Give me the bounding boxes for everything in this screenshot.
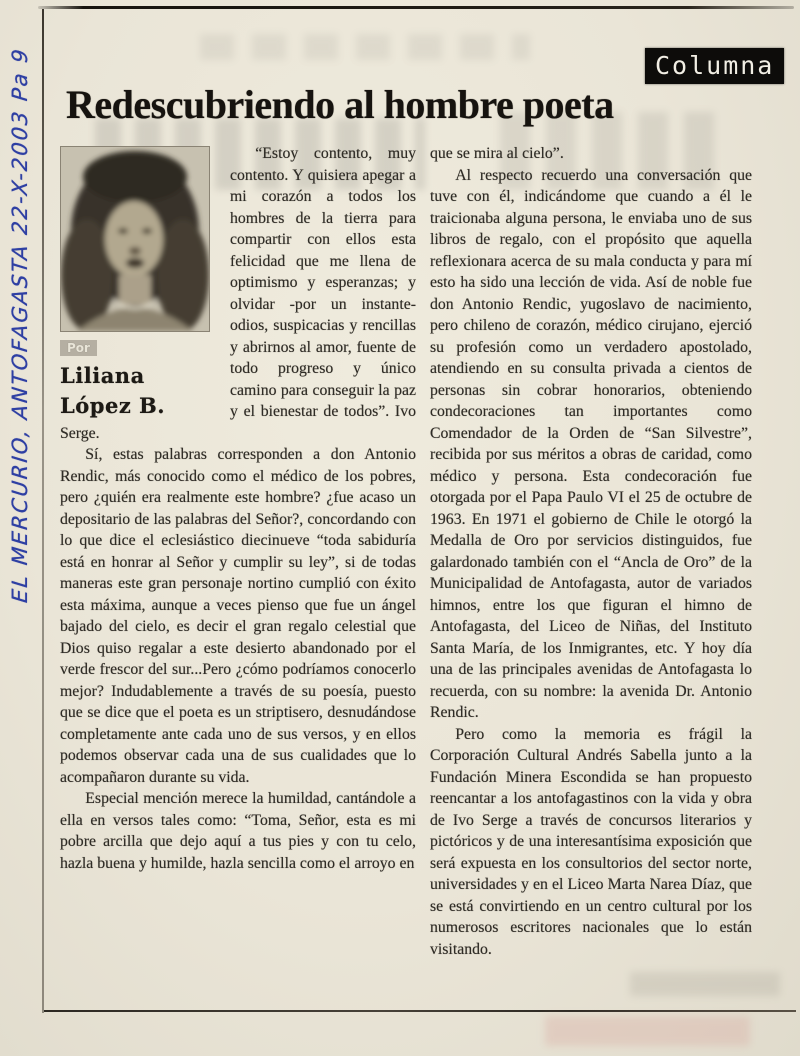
clipping-left-rule: [42, 9, 44, 1013]
byline-author-first: Liliana: [60, 362, 145, 388]
right-column: [430, 143, 752, 960]
opening-quote-paragraph: “Estoy contento, muy contento. Y quisiera apegar a mi corazón a todos los hombres de la tierra para compartir con ellos esta felicidad que me llena de optimismo y esperanzas; y olvidar -por un instante- odios, suspicacias y rencillas y abrirnos al amor, fuente de todo progreso y único camino para conseguir la paz y el bienestar de todos”. Ivo Serge.: [60, 145, 416, 442]
byline-author-last: López B.: [60, 392, 166, 418]
byline-prefix-badge: Por: [60, 340, 97, 356]
article-paragraph: Al respecto recuerdo una conversación que tuve con él, indicándome que cuando a él le traicionaba alguna persona, le enviaba uno de sus libros de regalo, con el propósito que aquella reflexionara acerca de su mala conducta y para mí esto ha sido una lección de vida. Así de noble fue don Antonio Rendic, yugoslavo de nacimiento, pero chileno de corazón, médico cirujano, ejerció su profesión como un verdadero apostolado, atendiendo en su consulta privada a cientos de personas sin cobrar honorarios, obteniendo condecoraciones tan importantes como Comendador de la Orden de “San Silvestre”, recibida por sus méritos a obras de caridad, como médico y persona. Esta condecoración fue otorgada por el Papa Paulo VI el 25 de octubre de 1963. En 1971 el gobierno de Chile le otorgó la Medalla de Oro por servicios distinguidos, fue galardonado también con el “Ancla de Oro” de la Municipalidad de Antofagasta, autor de variados himnos, entre los que figuran el himno de Antofagasta, del Liceo de Niñas, del Instituto Santa María, de los Inmigrantes, etc. Y hoy día una de las principales avenidas de Antofagasta lo recuerda, con su nombre: la avenida Dr. Antonio Rendic.: [430, 166, 752, 721]
article-paragraph: Sí, estas palabras corresponden a don Antonio Rendic, más conocido como el médico de los pobres, pero ¿quién era realmente este hombre? ¿fue acaso un depositario de las palabras del Señor?, concordando con lo que dice el eclesiástico diecinueve “toda sabiduría está en honrar al Señor y cumplir su ley”, si de todas maneras este gran personaje nortino cumplió con éxito esta máxima, aunque a veces pienso que fue un ángel bajado del cielo, es decir el gran regalo celestial que Dios quiso regalar a este desierto abandonado por el verde frescor del sur...Pero ¿cómo podríamos conocerlo mejor? Indudablemente a través de su poesía, puesto que se dice que el poeta es un striptisero, desnudándose completamente ante cada uno de sus versos, y en ellos podemos observar cada una de sus cualidades que lo acompañaron durante su vida.: [60, 446, 416, 786]
author-photo: [60, 146, 210, 332]
article-paragraph: Pero como la memoria es frágil la Corporación Cultural Andrés Sabella junto a la Fundación Minera Escondida se han propuesto reencantar a los antofagastinos con la vida y obra de Ivo Serge a través de concursos literarios y pictóricos y de una interesantísima exposición que será expuesta en los consultorios del sector norte, universidades y en el Liceo Marta Narea Díaz, que se está convirtiendo en un centro cultural por los numerosos escritores nacionales que lo están visitando.: [430, 725, 752, 958]
left-column: [60, 143, 416, 960]
article-body: [60, 143, 752, 960]
ink-bleed-artifact: [545, 1016, 750, 1046]
ink-bleed-artifact: [630, 972, 780, 996]
clipping-top-rule: [38, 6, 794, 9]
article-paragraph: Especial mención merece la humildad, cantándole a ella en versos tales como: “Toma, Señor, esta es mi pobre arcilla que dejo aquí a tus pies y con tu celo, hazla buena y humilde, hazla sencilla como el arroyo en: [60, 790, 416, 872]
handwritten-source-annotation: EL MERCURIO, ANTOFAGASTA 22-X-2003 Pa 9: [8, 46, 32, 604]
section-label: Columna: [645, 48, 784, 84]
author-photo-block: [60, 146, 218, 419]
portrait-illustration: [61, 147, 209, 331]
clipping-bottom-rule: [44, 1010, 796, 1012]
article-paragraph: que se mira al cielo”.: [430, 145, 564, 162]
ink-bleed-artifact: [200, 34, 530, 60]
article-title: Redescubriendo al hombre poeta: [66, 82, 614, 127]
